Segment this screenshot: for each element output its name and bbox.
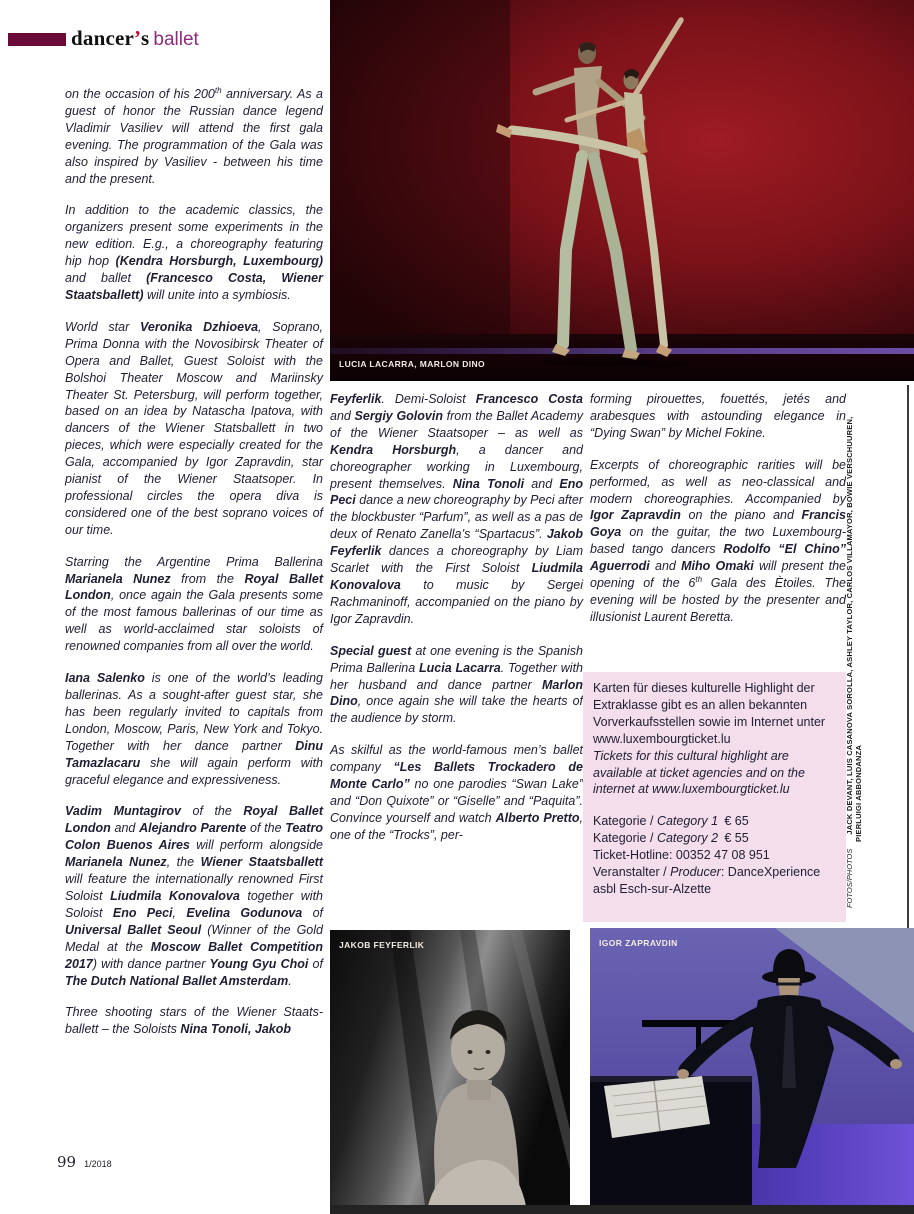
text-run: ) with dance partner <box>92 956 210 971</box>
text-run: and <box>330 408 355 423</box>
text-run: Vadim Muntagirov <box>65 804 181 819</box>
paragraph <box>330 643 583 728</box>
text-run: Veranstalter / <box>593 865 671 880</box>
text-run: Producer <box>670 865 721 880</box>
text-run: dance a new choreography by Peci after the blockbuster “Parfum”, as well as a pas de deux of Renato Zanella’s “Spartacus”. <box>330 493 583 542</box>
text-run: Igor Zapravdin <box>590 508 681 523</box>
text-run: , once again she will take the hearts of the audience by storm. <box>330 694 583 726</box>
photo-igor-zapravdin <box>590 928 914 1206</box>
text-run: will perform alongside <box>189 838 324 853</box>
text-run: Nina Tonoli, Jakob <box>180 1022 292 1037</box>
text-run: Dinu Tamazlacaru <box>65 738 323 770</box>
text-run: Young Gyu Choi <box>209 956 309 971</box>
text-run: Excerpts of choreographic rarities will be performed, as well as neo-classical and modern choreographies. Accompanied by <box>590 457 846 506</box>
text-run: and <box>524 476 560 491</box>
paragraph <box>65 202 323 303</box>
text-run: Alberto Pretto <box>495 810 580 825</box>
text-run: Karten für dieses kulturelle Highlight der Extraklasse gibt es an allen bekannten Vorverkaufsstellen sowie im Internet unter www.luxembourgticket.lu <box>593 681 826 746</box>
text-run: (Kendra Horsburgh, Luxembourg) <box>115 254 323 269</box>
paragraph <box>593 748 836 799</box>
text-run: Moscow Ballet Competition 2017 <box>65 939 324 971</box>
text-run: , one of the “Trocks”, per- <box>330 810 583 842</box>
paragraph <box>593 847 836 864</box>
text-run: Liudmila Konovalova <box>110 888 240 903</box>
ticket-info-box <box>583 672 846 922</box>
text-run: Marianela Nunez <box>65 571 171 586</box>
article-column-right <box>590 391 846 626</box>
paragraph <box>65 319 323 539</box>
ballet-duo-photo-illustration <box>330 0 914 381</box>
text-run: “Les Ballets Trockadero de Monte Carlo” <box>330 760 583 792</box>
photo-caption: JAKOB FEYFERLIK <box>339 940 425 950</box>
text-run: In addition to the academic classics, the organizers present some experiments in the new edition. E.g., a choreography featuring hip hop <box>65 203 323 269</box>
text-run: no one parodies “Swan Lake” and “Don Quixote” or “Giselle” and “Paquita”. Convince yourself and watch <box>330 777 583 825</box>
text-run: th <box>695 574 703 584</box>
text-run: dances a choreography by Liam Scarlet with the First Soloist <box>330 544 583 576</box>
text-run: Ticket-Hotline: 00352 47 08 951 <box>593 848 770 863</box>
brand-accent-bar <box>8 33 66 46</box>
text-run: from the <box>170 571 245 586</box>
text-run: Royal Ballet London <box>65 571 323 603</box>
text-run: and <box>649 559 682 574</box>
photo-caption: IGOR ZAPRAVDIN <box>599 938 678 948</box>
text-run: of <box>302 905 324 920</box>
photo-credits-line1: FOTOS/PHOTOSJACK DEVANT, LUIS CASANOVA SOROLLA, ASHLEY TAYLOR, CARLOS VILLAMAYOR, BOWIE VERSCHUUREN, <box>845 416 854 908</box>
text-run: Francesco Costa <box>475 392 583 406</box>
text-run: Category 1 <box>656 814 719 829</box>
paragraph <box>593 680 836 748</box>
text-run: Category 2 <box>656 831 719 846</box>
text-run: , once again the Gala presents some of the most famous ballerinas of our time as well as world-acclaimed star soloists of renowned companies from all over the world. <box>65 588 323 654</box>
text-run: Jakob Feyferlik <box>330 527 583 559</box>
photo-caption: LUCIA LACARRA, MARLON DINO <box>339 359 486 369</box>
text-run: Starring the Argentine Prima Ballerina <box>65 554 323 569</box>
text-run: Veronika Dzhioeva <box>140 319 259 334</box>
text-run: World star <box>65 319 141 334</box>
text-run: Wiener Staatsballett <box>200 855 323 870</box>
text-run: to music by Sergei Rachmaninoff, accompanied on the piano by Igor Zapravdin. <box>330 577 583 626</box>
text-run: from the Ballet Academy of the Wiener Staatsoper – as well as <box>330 408 583 440</box>
magazine-logo <box>71 26 199 51</box>
text-run: Rodolfo “El Chino” Aguerrodi <box>590 542 846 574</box>
text-run: , the <box>166 855 201 870</box>
text-run: . Demi-Soloist <box>381 392 476 406</box>
text-run: Special guest <box>330 643 412 658</box>
text-run: at one evening is the Spanish Prima Ballerina <box>330 643 583 675</box>
text-run: . Together with her husband and dance partner <box>330 660 584 692</box>
text-run: Kategorie / <box>593 814 657 829</box>
text-run: , Soprano, Prima Donna with the Novosibirsk Theater of Opera and Ballet, Guest Soloist with the Bolshoi Theater Moscow and Mariinsky Theater St. Petersburg, will perform together, based on an idea by Natascha Ipatova, with dancers of the Wiener Statsballett in two pieces, which were especially created for the Gala, accompanied by Igor Zapravdin, star pianist of the Wiener Staatsoper. In professional circles the opera diva is considered one of the best soprano voices of our time. <box>65 319 323 537</box>
text-run: will feature the internationally renowned First Soloist <box>65 872 323 903</box>
text-run: Alejandro Parente <box>139 821 247 836</box>
main-photo-lucia-marlon <box>330 0 914 381</box>
text-run: Feyferlik <box>330 392 382 406</box>
paragraph <box>593 813 836 830</box>
text-run: (Francesco Costa, Wiener Staatsballett) <box>65 271 323 302</box>
article-column-left <box>65 86 323 1038</box>
photo-credits-line2: PIERLUIGI ABBONDANZA <box>854 744 863 842</box>
text-run: Miho Omaki <box>681 559 754 574</box>
photo-jakob-feyferlik <box>330 930 570 1206</box>
paragraph <box>590 391 846 442</box>
paragraph <box>65 1004 323 1038</box>
paragraph <box>593 830 836 847</box>
bottom-dark-strip <box>330 1205 914 1214</box>
text-run: of <box>308 956 323 971</box>
photo-credits <box>845 416 863 908</box>
text-run: As skilful as the world-famous men’s ballet company <box>330 743 583 775</box>
page-footer <box>57 1153 112 1172</box>
text-run: Three shooting stars of the Wiener Staats-ballett – the Soloists <box>65 1005 323 1037</box>
text-run: Nina Tonoli <box>452 476 525 491</box>
logo-word-s: s <box>141 26 150 50</box>
text-run: , a dancer and choreographer working in Luxembourg, present themselves. <box>330 442 583 491</box>
text-run: Universal Ballet Seoul <box>65 922 202 937</box>
text-run: Sergiy Golovin <box>354 408 443 423</box>
text-run: of the <box>246 821 286 836</box>
text-run: on the guitar, the two Luxembourg-based tango dancers <box>590 525 846 557</box>
paragraph <box>65 670 323 788</box>
text-run: Kendra Horsburgh <box>330 442 457 457</box>
issue-number: 1/2018 <box>84 1159 112 1169</box>
paragraph <box>65 86 323 187</box>
text-run: Gala des Ètoiles. The evening will be hosted by the presenter and illusionist Laurent Beretta. <box>590 576 846 624</box>
text-run: Liudmila Konovalova <box>330 561 583 592</box>
page-edge-line <box>907 385 909 928</box>
text-run: forming pirouettes, fouettés, jetés and arabesques with astounding elegance in “Dying Swan” by Michel Fokine. <box>590 392 846 440</box>
paragraph <box>65 554 323 655</box>
text-run: on the occasion of his 200 <box>65 87 215 101</box>
paragraph <box>65 803 323 989</box>
paragraph <box>330 391 583 628</box>
text-run: Marlon Dino <box>330 677 583 709</box>
text-run: (Winner of the Gold Medal at the <box>65 922 323 954</box>
text-run: . <box>288 973 292 988</box>
photo-credits-label: FOTOS/PHOTOS <box>845 848 854 908</box>
text-run: Eno Peci <box>330 476 583 508</box>
text-run: will present the opening of the 6 <box>590 559 846 591</box>
text-run: th <box>214 85 222 95</box>
logo-word-ballet: ballet <box>153 29 199 50</box>
logo-word-dancer: dancer <box>71 26 135 50</box>
text-run: , <box>172 905 187 920</box>
text-run: Kategorie / <box>593 831 657 846</box>
text-run: Francis Goya <box>590 508 846 540</box>
text-run: Teatro Colon Buenos Aires <box>65 821 323 853</box>
text-run: and ballet <box>65 271 147 286</box>
text-run: The Dutch National Ballet Amsterdam <box>65 973 289 988</box>
text-run: Iana Salenko <box>65 671 145 686</box>
text-run: € 55 <box>718 831 749 846</box>
page-number: 99 <box>57 1153 77 1171</box>
igor-photo-illustration <box>590 928 914 1206</box>
paragraph <box>590 457 846 626</box>
text-run: will unite into a symbiosis. <box>143 287 291 302</box>
text-run: she will again perform with graceful elegance and expressiveness. <box>65 755 323 787</box>
text-run: Tickets for this cultural highlight are available at ticket agencies and on the internet at www.luxembourgticket.lu <box>593 748 805 797</box>
text-run: on the piano and <box>680 508 802 523</box>
text-run: : DanceXperience asbl Esch-sur-Alzette <box>593 865 821 896</box>
jakob-photo-illustration <box>330 930 570 1206</box>
paragraph <box>330 742 583 843</box>
paragraph <box>593 864 836 898</box>
text-run: Royal Ballet London <box>65 804 323 836</box>
text-run: € 65 <box>718 814 749 829</box>
logo-apostrophe: ’ <box>134 26 142 50</box>
article-column-middle <box>330 391 583 844</box>
text-run: Lucia Lacarra <box>419 660 501 675</box>
text-run: Marianela Nunez <box>65 855 167 870</box>
text-run: of the <box>180 804 244 819</box>
text-run: together with Soloist <box>65 888 324 920</box>
text-run: Eno Peci <box>112 905 173 920</box>
text-run: Evelina Godunova <box>186 905 303 920</box>
text-run: is one of the world’s leading ballerinas. As a sought-after guest star, she has been regularly invited to capitals from London, Moscow, Paris, New York and Tokyo. Together with her dance partner <box>65 671 323 753</box>
text-run: anniversary. As a guest of honor the Russian dance legend Vladimir Vasiliev will attend the first gala evening. The programmation of the Gala was also inspired by Vasiliev - between his time and the present. <box>65 87 323 186</box>
text-run: and <box>110 821 140 836</box>
